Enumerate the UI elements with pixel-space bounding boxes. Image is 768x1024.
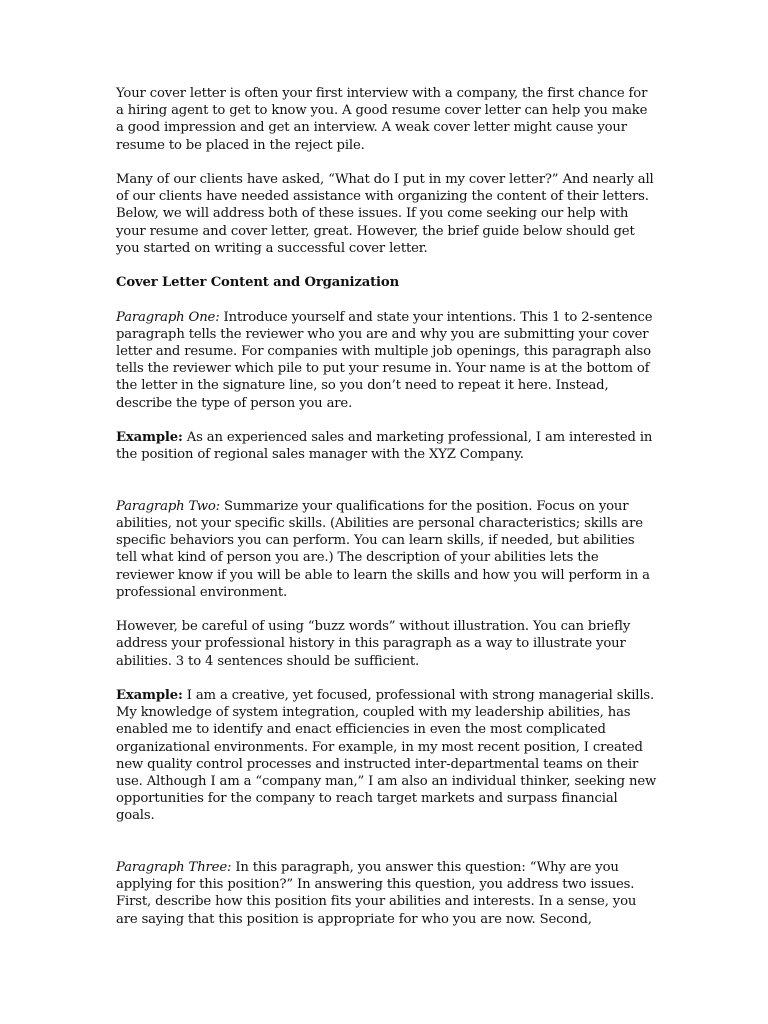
intro-paragraph: Many of our clients have asked, “What do I put in my cover letter?” And nearly all of our clients have needed assistance with organizing the content of their letters. Below, we will address both of these issues. If you come seeking our help with your resume and cover letter, great. However, the brief guide below should get you started on writing a successful cover letter. bbox=[116, 172, 654, 256]
section-heading: Cover Letter Content and Organization bbox=[116, 275, 400, 291]
paragraph-two bbox=[116, 498, 658, 601]
example-one-label: Example: bbox=[116, 430, 183, 445]
paragraph-two-label: Paragraph Two: bbox=[116, 498, 220, 514]
paragraph-three-text: In this paragraph, you answer this question: “Why are you applying for this position?” In answering this question, you address two issues. First, describe how this position fits your abilities and interests. In a sense, you are saying that this position is appropriate for who you are now. Second, bbox=[116, 860, 637, 927]
example-two-label: Example: bbox=[116, 688, 183, 703]
document-body bbox=[116, 85, 658, 928]
example-one-text: As an experienced sales and marketing professional, I am interested in the position of regional sales manager with the XYZ Company. bbox=[116, 430, 653, 463]
paragraph-two-text: Summarize your qualifications for the position. Focus on your abilities, not your specific skills. (Abilities are personal characteristics; skills are specific behaviors you can perform. You can learn skills, if needed, but abilities tell what kind of person you are.) The description of your abilities lets the reviewer know if you will be able to learn the skills and how you will perform in a professional environment. bbox=[116, 498, 650, 600]
paragraph-three bbox=[116, 859, 658, 928]
example-two-text: I am a creative, yet focused, professional with strong managerial skills. My knowledge of system integration, coupled with my leadership abilities, has enabled me to identify and enact efficiencies in even the most complicated organizational environments. For example, in my most recent position, I created new quality control processes and instructed inter-departmental teams on their use. Although I am a “company man,” I am also an individual thinker, seeking new opportunities for the company to reach target markets and surpass financial goals. bbox=[116, 688, 657, 824]
example-one bbox=[116, 429, 658, 463]
paragraph-one-text: Introduce yourself and state your intentions. This 1 to 2-sentence paragraph tells the reviewer who you are and why you are submitting your cover letter and resume. For companies with multiple job openings, this paragraph also tells the reviewer which pile to put your resume in. Your name is at the bottom of the letter in the signature line, so you don’t need to repeat it here. Instead, describe the type of person you are. bbox=[116, 309, 653, 411]
example-two bbox=[116, 687, 658, 825]
paragraph-one bbox=[116, 309, 658, 412]
paragraph-three-label: Paragraph Three: bbox=[116, 860, 232, 876]
intro-paragraph: Your cover letter is often your first interview with a company, the first chance for a hiring agent to get to know you. A good resume cover letter can help you make a good impression and get an interview. A weak cover letter might cause your resume to be placed in the reject pile. bbox=[116, 86, 648, 153]
paragraph-one-label: Paragraph One: bbox=[116, 309, 220, 325]
buzz-words-paragraph: However, be careful of using “buzz words” without illustration. You can briefly address your professional history in this paragraph as a way to illustrate your abilities. 3 to 4 sentences should be sufficient. bbox=[116, 619, 631, 669]
